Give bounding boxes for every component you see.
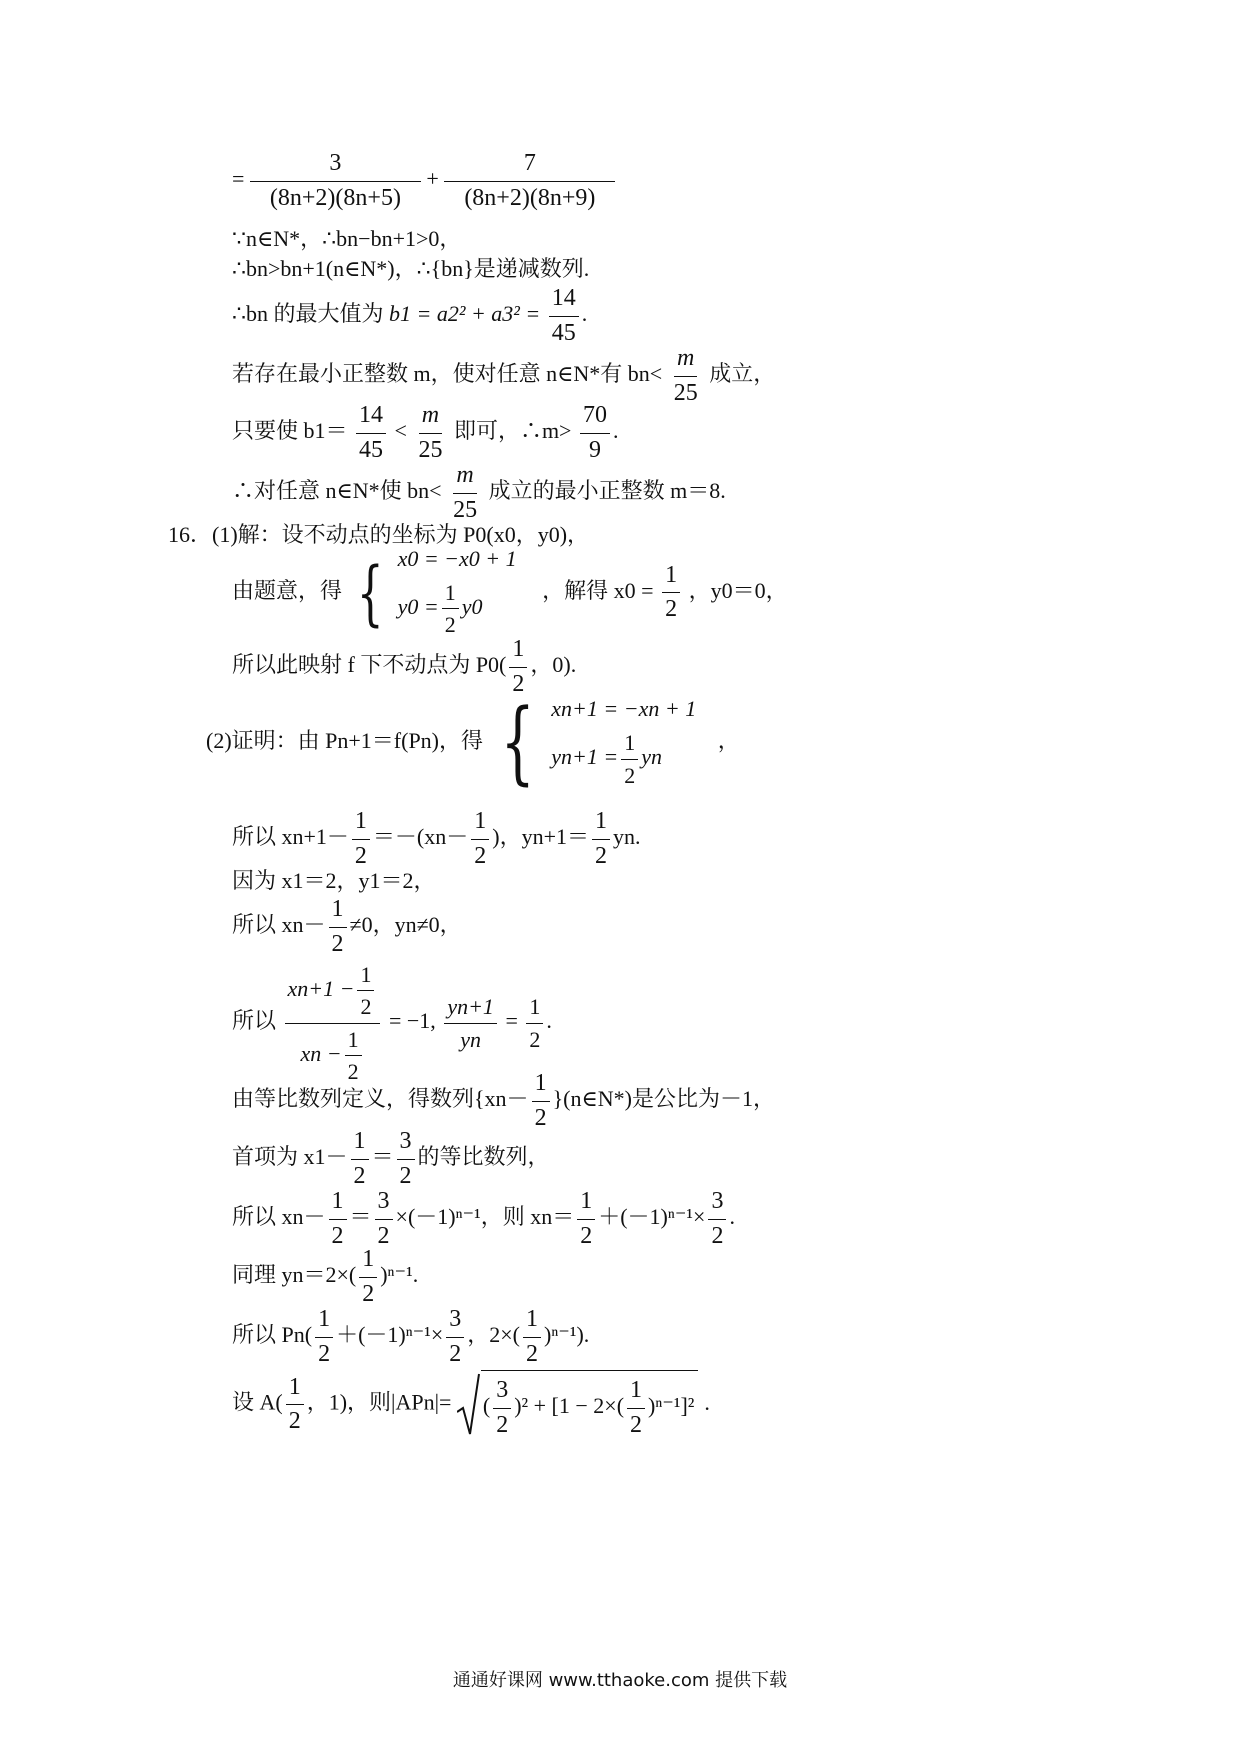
geometric-def-line: 由等比数列定义，得数列{xn－ $\frac{1}{2}$ }(n∈N*)是公比为－1， — [232, 1070, 775, 1131]
question-16-line: 16．(1)解：设不动点的坐标为 P0(x0，y0)， — [168, 522, 590, 547]
same-line: 同理 yn＝2×( $\frac{1}{2}$ )ⁿ⁻¹. — [232, 1246, 419, 1307]
fraction-7: $\frac{7}{(8n+2)(8n+9)}$ — [447, 150, 612, 212]
fraction-14-45: $\frac{14}{45}$ — [549, 285, 579, 347]
exist-line: 若存在最小正整数 m，使对任意 n∈N*有 bn< $\frac{m}{25}$ 成立， — [232, 345, 776, 406]
fraction-3: $\frac{3}{(8n+2)(8n+5)}$ — [253, 150, 418, 212]
first-term-line: 首项为 x1－ $\frac{1}{2}$ ＝ $\frac{3}{2}$ 的等比数列， — [232, 1128, 550, 1189]
since-n-line: ∵n∈N*，∴bn−bn+1>0， — [232, 226, 462, 251]
decreasing-line: ∴bn>bn+1(n∈N*)，∴{bn}是递减数列. — [232, 256, 590, 281]
sum-fraction-line: = $\frac{3}{(8n+2)(8n+5)}$ + $\frac{7}{(8n+2)(8n+9)}$ — [232, 150, 615, 212]
ratio-line: 所以 xn+1 − $\frac{1}{2}$ xn − $\frac{1}{2}$ = −1, $\frac{yn+1}{yn}$ = $\frac{1}{2}$ . — [232, 962, 552, 1084]
general-term-line: 所以 xn－ $\frac{1}{2}$ ＝ $\frac{3}{2}$ ×(－1)ⁿ⁻¹，则 xn＝ $\frac{1}{2}$ ＋(－1)ⁿ⁻¹× $\frac{3}{2}$ . — [232, 1188, 735, 1249]
fraction-m-25: $\frac{m}{25}$ — [673, 345, 698, 406]
only-need-line: 只要使 b1＝ $\frac{14}{45}$ < $\frac{m}{25}$ 即可，∴m> $\frac{70}{9}$ . — [232, 402, 619, 463]
fraction-70-9: $\frac{70}{9}$ — [580, 402, 610, 464]
proof-system-line: (2)证明：由 Pn+1＝f(Pn)，得 { xn+1 = −xn + 1 yn+1 = $\frac{1}{2}$ yn ， — [206, 690, 740, 795]
brace-icon: { — [356, 551, 384, 634]
nonzero-line: 所以 xn－ $\frac{1}{2}$ ≠0，yn≠0， — [232, 896, 462, 957]
pn-line: 所以 Pn( $\frac{1}{2}$ ＋(－1)ⁿ⁻¹× $\frac{3}{2}$ ，2×( $\frac{1}{2}$ )ⁿ⁻¹). — [232, 1306, 590, 1367]
sqrt-radicand: ( $\frac{3}{2}$ )² + [1 − 2×( $\frac{1}{2}$ )ⁿ⁻¹]² — [481, 1370, 699, 1439]
fraction-m-25: $\frac{m}{25}$ — [453, 462, 478, 523]
sqrt-icon — [457, 1372, 481, 1438]
brace-icon: { — [499, 690, 535, 795]
compound-fraction: xn+1 − $\frac{1}{2}$ xn − $\frac{1}{2}$ — [285, 962, 381, 1084]
conclusion-line: ∴对任意 n∈N*使 bn< $\frac{m}{25}$ 成立的最小正整数 m＝8. — [232, 462, 726, 523]
equation-system-2: xn+1 = −xn + 1 yn+1 = $\frac{1}{2}$ yn — [551, 696, 697, 788]
equation-system-1: x0 = −x0 + 1 y0 = $\frac{1}{2}$ y0 — [397, 546, 517, 638]
fixed-point-line: 所以此映射 f 下不动点为 P0( $\frac{1}{2}$ ，0). — [232, 636, 577, 697]
fraction-14-45: $\frac{14}{45}$ — [356, 402, 386, 464]
fraction-m-25: $\frac{m}{25}$ — [418, 402, 443, 463]
max-value-line: ∴bn 的最大值为 b1 = a2² + a3² = $\frac{14}{45}$ . — [232, 285, 588, 346]
distance-line: 设 A( $\frac{1}{2}$ ，1)，则|APn|= ( $\frac{3}{2}$ )² + [1 − 2×( $\frac{1}{2}$ )ⁿ⁻¹]² . — [232, 1370, 710, 1439]
page-footer: 通通好课网 www.tthaoke.com 提供下载 — [452, 1670, 788, 1691]
system-1-line: 由题意，得 { x0 = −x0 + 1 y0 = $\frac{1}{2}$ y0 ，解得 x0 = $\frac{1}{2}$ ，y0＝0， — [232, 546, 788, 638]
recurrence-line: 所以 xn+1－ $\frac{1}{2}$ ＝－(xn－ $\frac{1}{2}$ )，yn+1＝ $\frac{1}{2}$ yn. — [232, 808, 641, 869]
initial-values-line: 因为 x1＝2，y1＝2， — [232, 868, 436, 893]
